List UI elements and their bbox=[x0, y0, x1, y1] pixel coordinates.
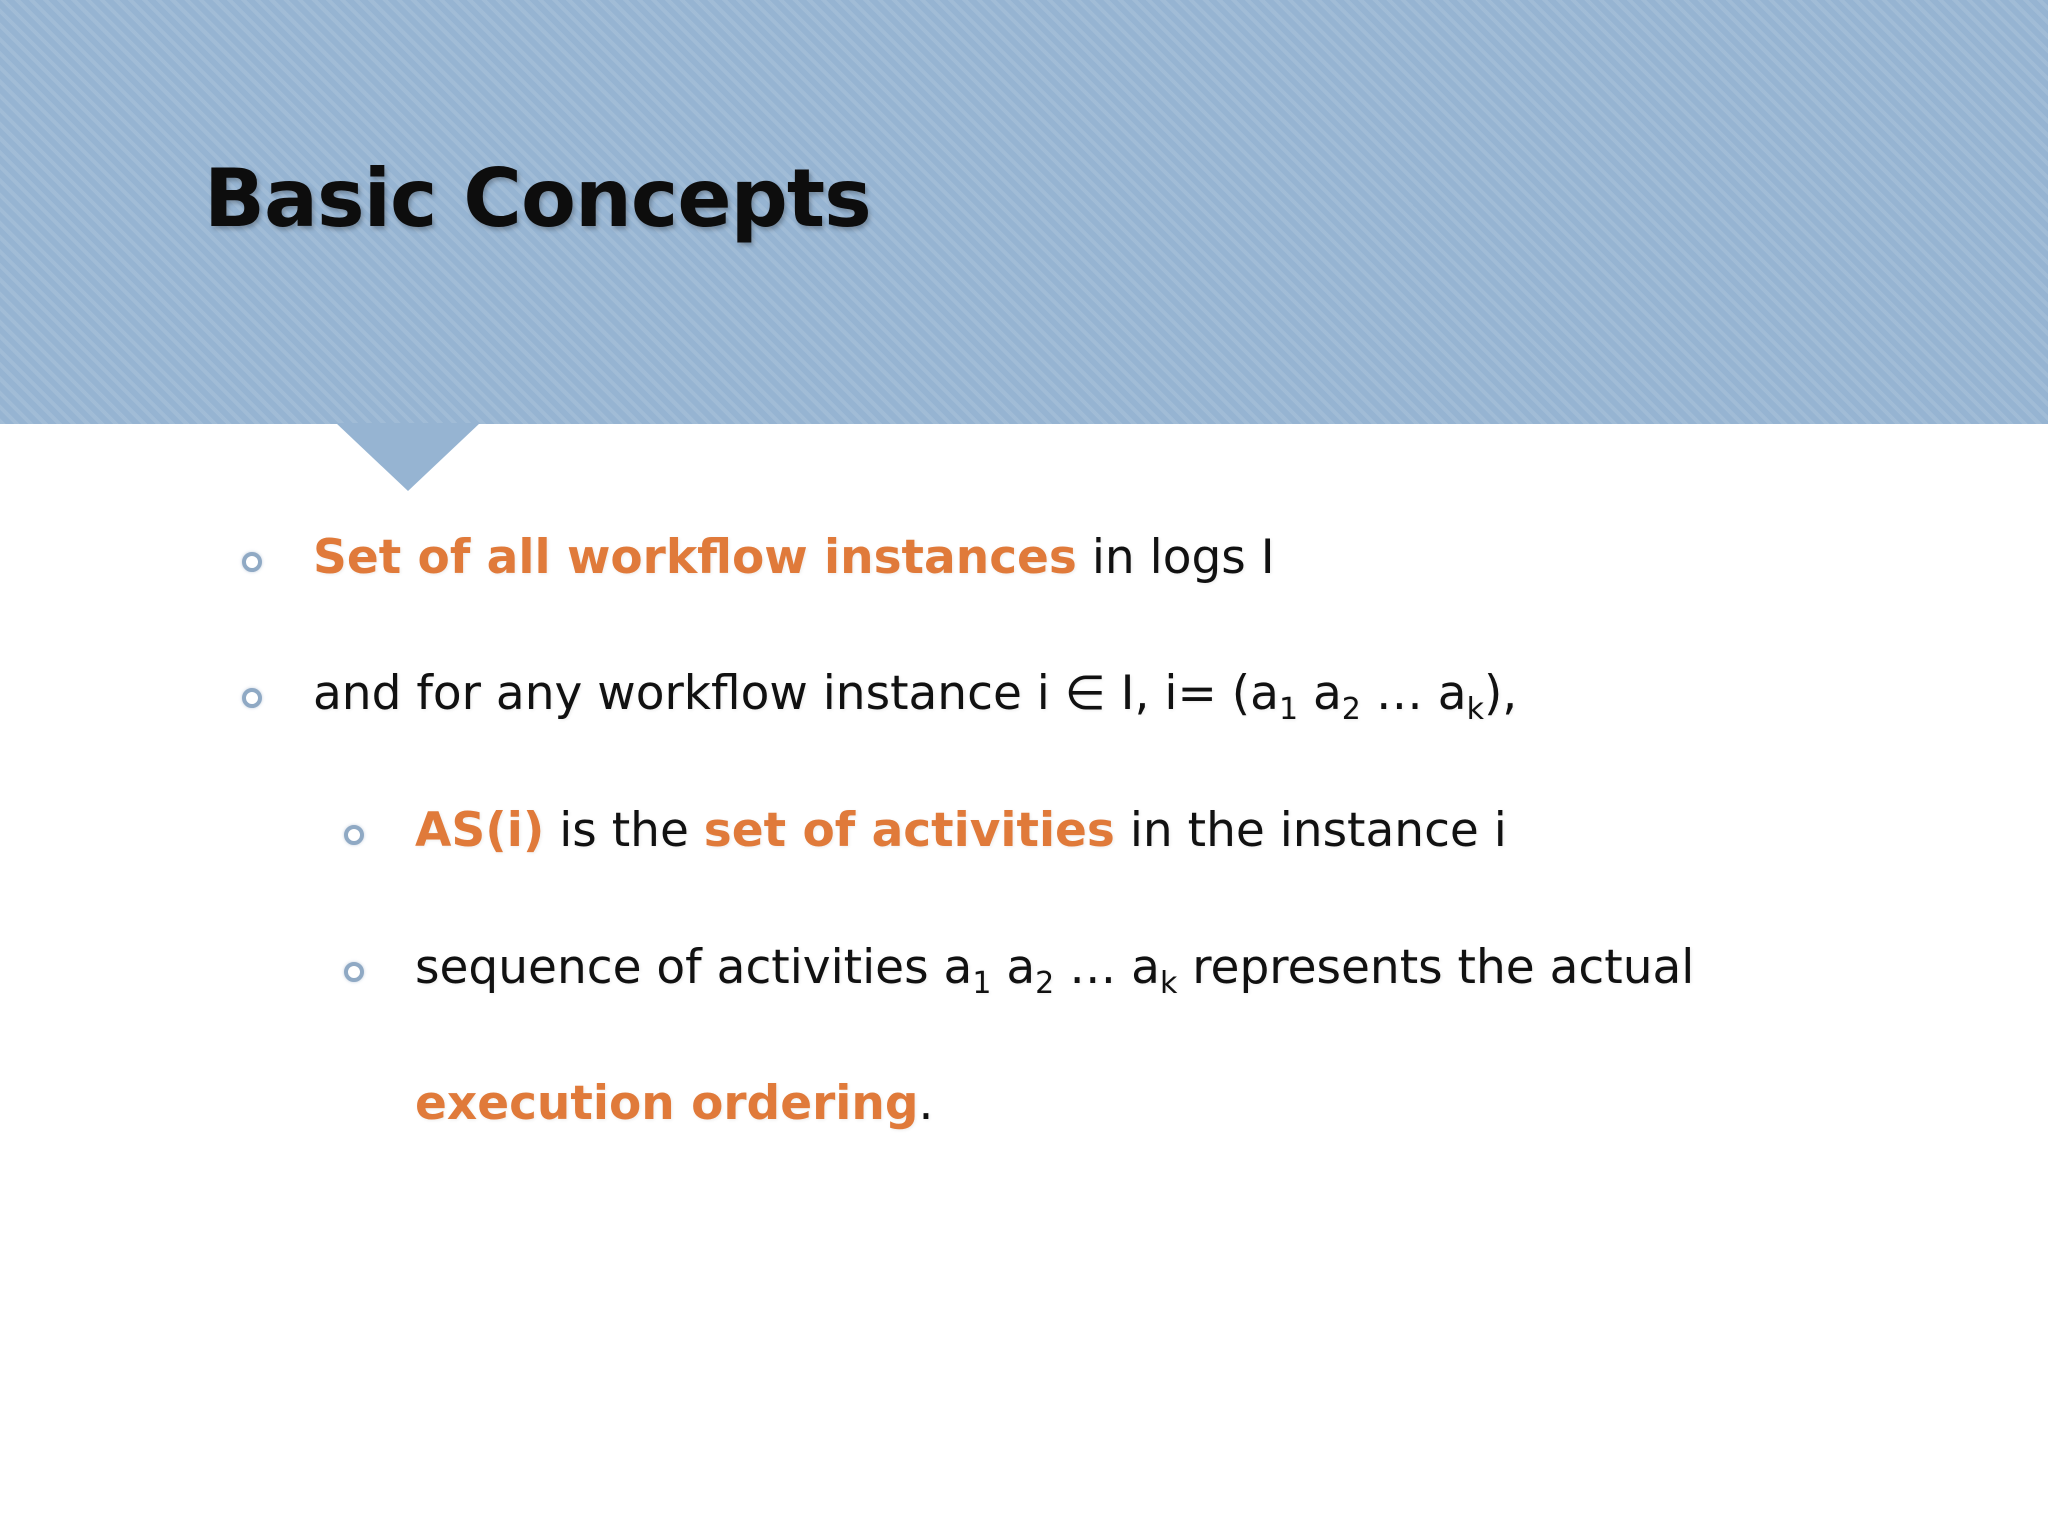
subscript: 2 bbox=[1341, 692, 1361, 727]
bullet-text: … a bbox=[1360, 666, 1467, 721]
bullet-item-3 bbox=[415, 803, 1507, 858]
bullet-text: a bbox=[1298, 666, 1342, 721]
highlight-text: AS(i) bbox=[415, 803, 545, 858]
bullet-text: and for any workflow instance i ∈ I, i= (a bbox=[313, 666, 1279, 721]
highlight-text: Set of all workflow instances bbox=[313, 530, 1077, 585]
bullet-item-4-continuation bbox=[415, 1076, 934, 1131]
bullet-item-2 bbox=[313, 666, 1518, 727]
slide-title: Basic Concepts bbox=[204, 152, 871, 245]
bullet-marker-icon bbox=[242, 552, 262, 572]
bullet-marker-icon bbox=[344, 962, 364, 982]
bullet-marker-icon bbox=[242, 688, 262, 708]
bullet-item-4 bbox=[415, 940, 1695, 1001]
subscript: k bbox=[1466, 692, 1484, 727]
bullet-item-1 bbox=[313, 530, 1275, 585]
subscript: 1 bbox=[972, 966, 992, 1001]
subscript: k bbox=[1159, 966, 1178, 1001]
bullet-text: … a bbox=[1054, 940, 1160, 995]
highlight-text: set of activities bbox=[703, 803, 1115, 858]
highlight-text: execution ordering bbox=[415, 1076, 919, 1131]
bullet-text: in the instance i bbox=[1114, 803, 1507, 858]
bullet-text: . bbox=[918, 1076, 934, 1131]
bullet-text: a bbox=[991, 940, 1036, 995]
bullet-marker-icon bbox=[344, 825, 364, 845]
bullet-text: sequence of activities a bbox=[415, 940, 973, 995]
bullet-text: is the bbox=[544, 803, 704, 858]
subscript: 1 bbox=[1278, 692, 1299, 727]
bullet-text: in logs I bbox=[1076, 530, 1275, 585]
subscript: 2 bbox=[1035, 966, 1055, 1001]
bullet-text: represents the actual bbox=[1177, 940, 1695, 995]
bullet-text: ), bbox=[1483, 666, 1518, 721]
